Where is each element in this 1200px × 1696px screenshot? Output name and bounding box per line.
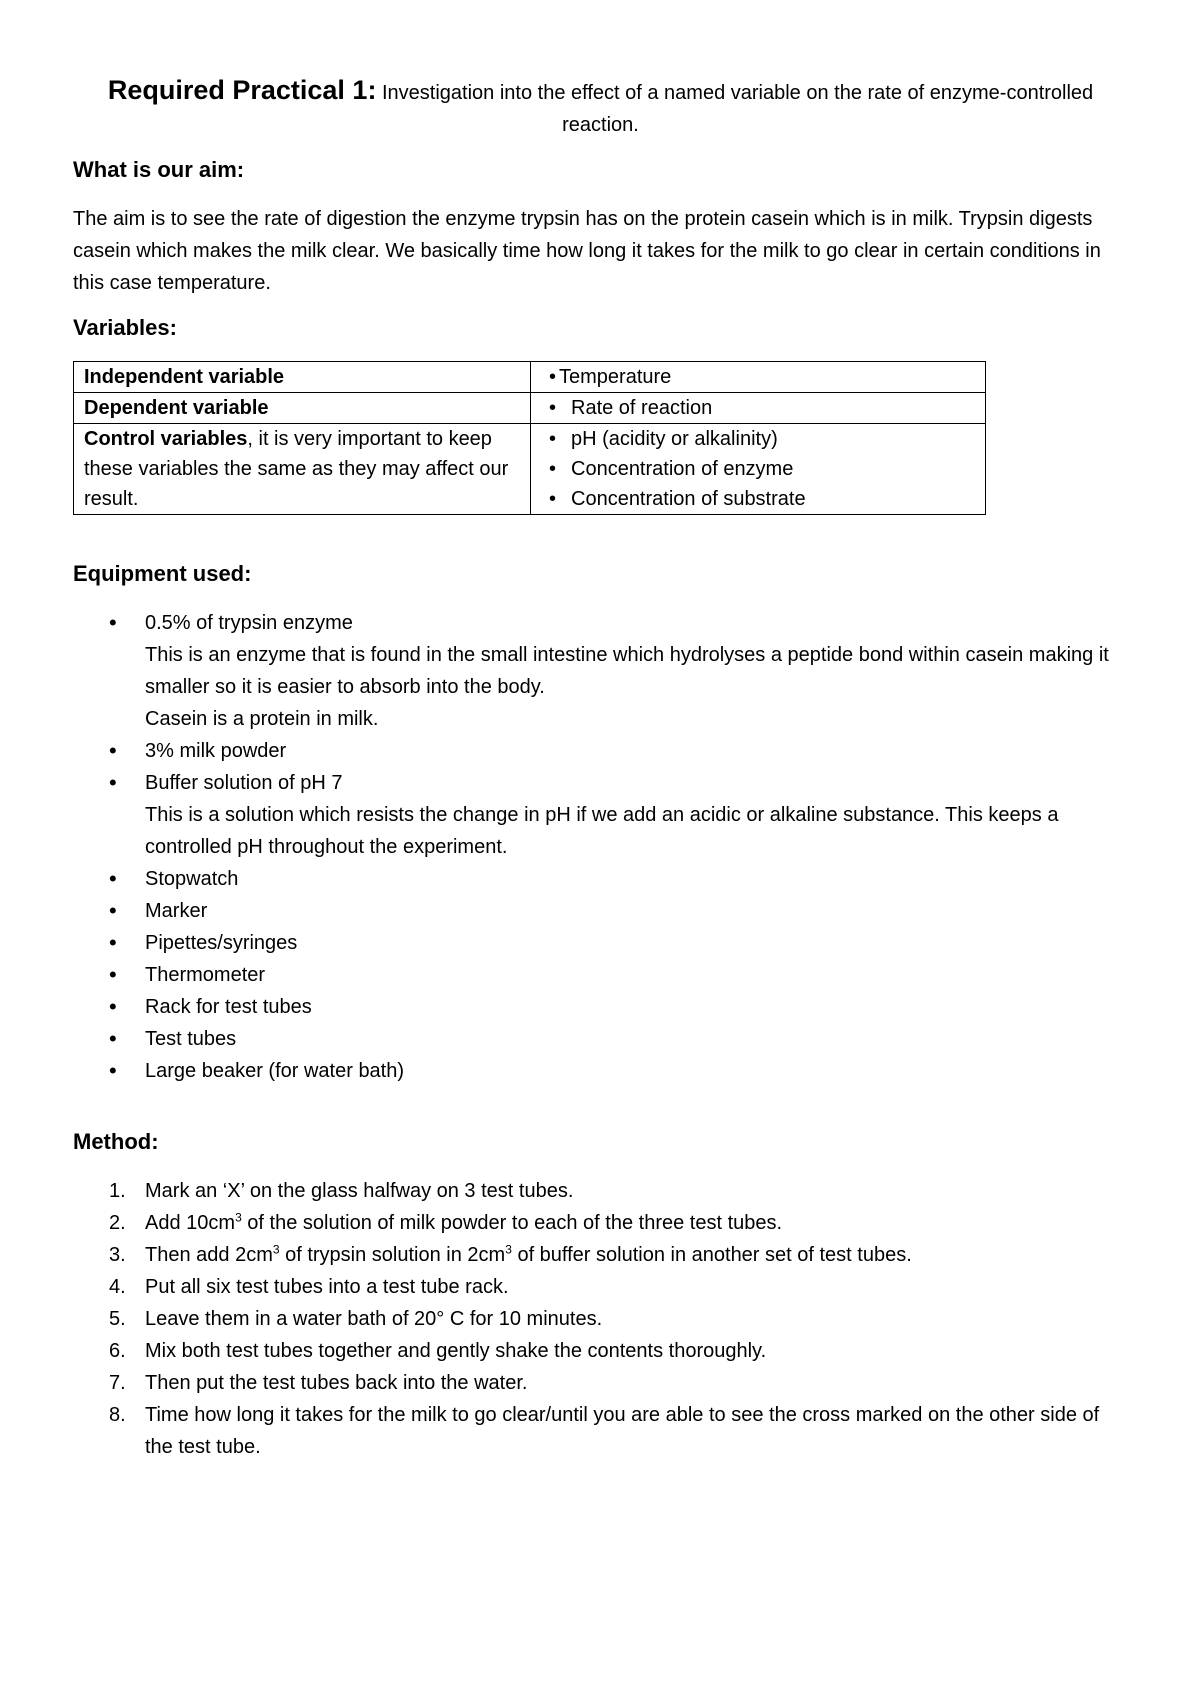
- title-main: Required Practical 1:: [107, 75, 377, 105]
- equipment-heading: Equipment used:: [73, 561, 252, 586]
- list-item: • pH (acidity or alkalinity): [541, 424, 975, 454]
- equipment-label: • 0.5% of trypsin enzyme: [145, 612, 353, 634]
- aim-text: The aim is to see the rate of digestion the enzyme trypsin has on the protein casein which is in milk. Trypsin digests casein which makes the milk clear. We basically time how long it takes for the milk to go clear in certain conditions in this case temperature.: [73, 208, 1101, 294]
- step-number: 7.: [109, 1372, 126, 1394]
- aim-heading: What is our aim:: [73, 157, 245, 182]
- superscript: 3: [272, 1242, 280, 1257]
- method-list: [73, 1175, 1128, 1463]
- list-item: • Marker: [73, 895, 1128, 927]
- table-cell: [74, 424, 531, 515]
- step-text: of trypsin solution in 2cm: [279, 1244, 506, 1266]
- method-heading: Method:: [73, 1129, 159, 1154]
- control-variables-note: , it is very important to keep these variables the same as they may affect our result.: [84, 428, 509, 510]
- step-text: of the solution of milk powder to each of the three test tubes.: [241, 1212, 783, 1234]
- list-item: [73, 1271, 1128, 1303]
- table-row: [74, 424, 986, 515]
- list-item: [73, 1207, 1128, 1239]
- step-text: Put all six test tubes into a test tube rack.: [145, 1276, 509, 1298]
- equipment-note: This is a solution which resists the change in pH if we add an acidic or alkaline substance. This keeps a controlled pH throughout the experiment.: [145, 804, 1059, 858]
- equipment-list: [73, 607, 1128, 1087]
- list-item: • 3% milk powder: [73, 735, 1128, 767]
- step-number: 1.: [109, 1180, 126, 1202]
- title-sub: Investigation into the effect of a named variable on the rate of enzyme-controlled reaction.: [376, 82, 1094, 136]
- step-number: 5.: [109, 1308, 126, 1330]
- list: [541, 362, 975, 392]
- superscript: 3: [505, 1242, 512, 1257]
- list-item: • Rate of reaction: [541, 393, 975, 423]
- step-number: 4.: [109, 1276, 126, 1298]
- list-item: • Concentration of substrate: [541, 484, 975, 514]
- equipment-label: • Buffer solution of pH 7: [145, 772, 343, 794]
- step-text: of buffer solution in another set of test tubes.: [511, 1244, 912, 1266]
- table-cell: [531, 424, 986, 515]
- step-text: Then put the test tubes back into the water.: [145, 1372, 528, 1394]
- list-item: • Test tubes: [73, 1023, 1128, 1055]
- variables-heading: Variables:: [73, 315, 177, 340]
- step-text: Mark an ‘X’ on the glass halfway on 3 test tubes.: [145, 1180, 574, 1202]
- step-number: 2.: [109, 1212, 126, 1234]
- list-item: [73, 607, 1128, 735]
- step-text: Mix both test tubes together and gently shake the contents thoroughly.: [145, 1340, 767, 1362]
- superscript: 3: [235, 1210, 242, 1225]
- list-item: • Thermometer: [73, 959, 1128, 991]
- step-number: 3.: [109, 1244, 126, 1266]
- dependent-variable-label: Dependent variable: [84, 397, 269, 419]
- list-item: [73, 1399, 1128, 1463]
- list-item: • Temperature: [541, 362, 975, 392]
- variables-table: [73, 361, 986, 515]
- equipment-note: Casein is a protein in milk.: [145, 708, 379, 730]
- independent-variable-label: Independent variable: [84, 366, 285, 388]
- list-item: [73, 1239, 1128, 1271]
- list: [541, 424, 975, 514]
- list-item: • Pipettes/syringes: [73, 927, 1128, 959]
- list-item: [73, 767, 1128, 863]
- table-cell: [531, 362, 986, 393]
- list-item: [73, 1367, 1128, 1399]
- table-row: [74, 393, 986, 424]
- list-item: [73, 1303, 1128, 1335]
- step-number: 6.: [109, 1340, 126, 1362]
- page-title: [73, 74, 1128, 141]
- list-item: • Concentration of enzyme: [541, 454, 975, 484]
- list: [541, 393, 975, 423]
- step-text: Leave them in a water bath of 20° C for 10 minutes.: [145, 1308, 603, 1330]
- step-text: Time how long it takes for the milk to go clear/until you are able to see the cross marked on the other side of the test tube.: [145, 1404, 1100, 1458]
- step-number: 8.: [109, 1404, 126, 1426]
- list-item: • Stopwatch: [73, 863, 1128, 895]
- step-text: Add 10cm: [145, 1212, 236, 1234]
- list-item: • Large beaker (for water bath): [73, 1055, 1128, 1087]
- control-variables-label: Control variables: [84, 428, 248, 450]
- list-item: [73, 1175, 1128, 1207]
- list-item: [73, 1335, 1128, 1367]
- table-cell: [74, 393, 531, 424]
- equipment-note: This is an enzyme that is found in the small intestine which hydrolyses a peptide bond within casein making it smaller so it is easier to absorb into the body.: [145, 644, 1109, 698]
- list-item: • Rack for test tubes: [73, 991, 1128, 1023]
- table-row: [74, 362, 986, 393]
- table-cell: [531, 393, 986, 424]
- table-cell: [74, 362, 531, 393]
- step-text: Then add 2cm: [145, 1244, 273, 1266]
